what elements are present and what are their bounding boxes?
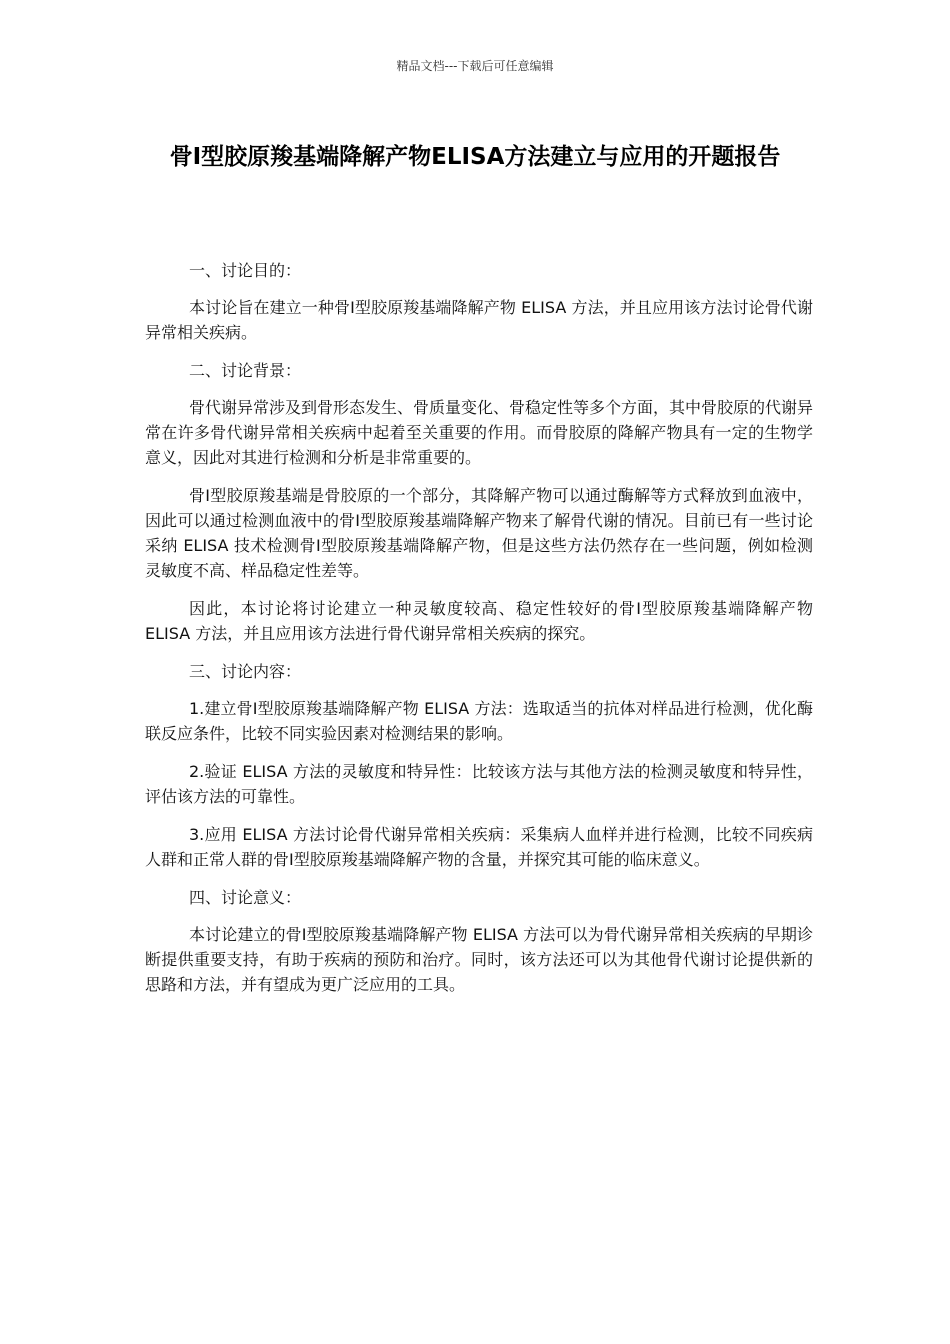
section-purpose [145,258,813,345]
document-body [145,258,813,1010]
paragraph: 3.应用 ELISA 方法讨论骨代谢异常相关疾病：采集病人血样并进行检测，比较不同疾病人群和正常人群的骨Ⅰ型胶原羧基端降解产物的含量，并探究其可能的临床意义。 [145,825,813,869]
paragraph: 因此，本讨论将讨论建立一种灵敏度较高、稳定性较好的骨Ⅰ型胶原羧基端降解产物 ELISA 方法，并且应用该方法进行骨代谢异常相关疾病的探究。 [145,599,813,643]
section-heading: 三、讨论内容： [189,662,302,681]
paragraph: 骨代谢异常涉及到骨形态发生、骨质量变化、骨稳定性等多个方面，其中骨胶原的代谢异常在许多骨代谢异常相关疾病中起着至关重要的作用。而骨胶原的降解产物具有一定的生物学意义，因此对其进行检测和分析是非常重要的。 [145,398,814,467]
paragraph: 2.验证 ELISA 方法的灵敏度和特异性：比较该方法与其他方法的检测灵敏度和特异性，评估该方法的可靠性。 [145,762,813,806]
section-content [145,659,813,872]
paragraph: 本讨论旨在建立一种骨Ⅰ型胶原羧基端降解产物 ELISA 方法，并且应用该方法讨论骨代谢异常相关疾病。 [145,298,813,342]
section-heading: 四、讨论意义： [189,888,302,907]
document-title: 骨Ⅰ型胶原羧基端降解产物ELISA方法建立与应用的开题报告 [169,144,781,170]
section-heading: 一、讨论目的： [189,261,302,280]
paragraph: 1.建立骨Ⅰ型胶原羧基端降解产物 ELISA 方法：选取适当的抗体对样品进行检测，优化酶联反应条件，比较不同实验因素对检测结果的影响。 [145,699,813,743]
page-header: 精品文档---下载后可任意编辑 [396,59,554,73]
paragraph: 本讨论建立的骨Ⅰ型胶原羧基端降解产物 ELISA 方法可以为骨代谢异常相关疾病的早期诊断提供重要支持，有助于疾病的预防和治疗。同时，该方法还可以为其他骨代谢讨论提供新的思路和方法，并有望成为更广泛应用的工具。 [145,925,813,994]
section-background [145,358,813,646]
paragraph: 骨Ⅰ型胶原羧基端是骨胶原的一个部分，其降解产物可以通过酶解等方式释放到血液中，因此可以通过检测血液中的骨Ⅰ型胶原羧基端降解产物来了解骨代谢的情况。目前已有一些讨论采纳 ELISA 技术检测骨Ⅰ型胶原羧基端降解产物，但是这些方法仍然存在一些问题，例如检测灵敏度不高、样品稳定性差等。 [145,486,813,580]
section-heading: 二、讨论背景： [189,361,302,380]
section-significance [145,885,813,997]
